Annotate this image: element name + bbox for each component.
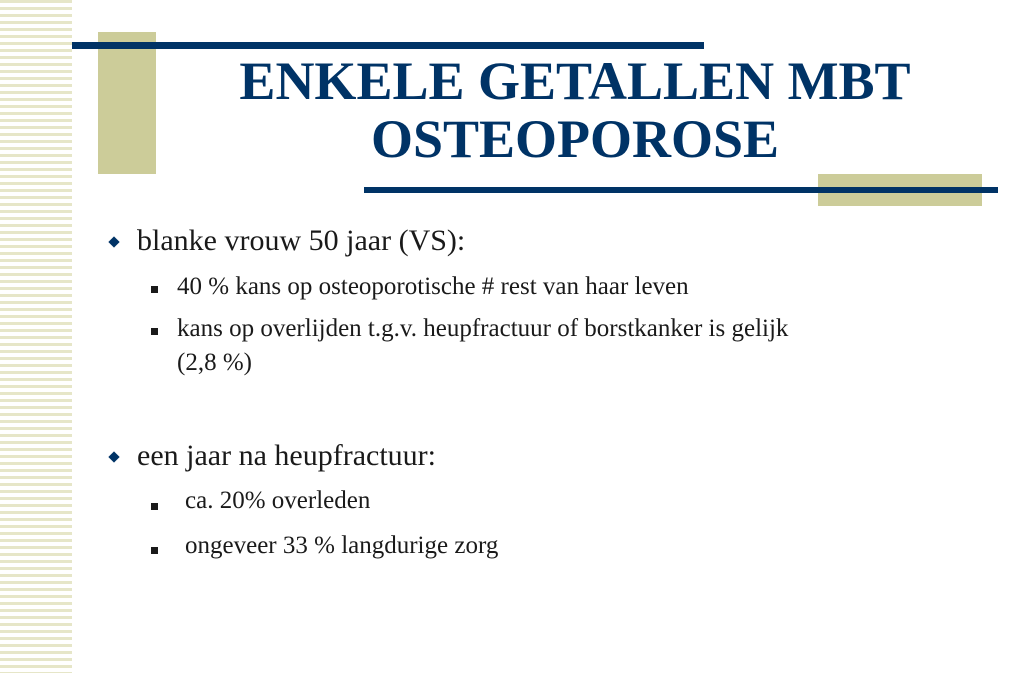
square-bullet-icon — [151, 328, 158, 335]
bullet-item-1: blanke vrouw 50 jaar (VS): — [137, 224, 466, 257]
slide-title-line-1: ENKELE GETALLEN MBT — [239, 51, 911, 111]
sub-item-2-1: ca. 20% overleden — [185, 487, 371, 514]
square-bullet-icon — [151, 547, 158, 554]
diamond-bullet-icon — [108, 451, 119, 462]
square-bullet-icon — [151, 286, 158, 293]
slide-title-line-2: OSTEOPOROSE — [370, 109, 780, 169]
diamond-bullet-icon — [108, 236, 119, 247]
sub-item-1-2-continuation: (2,8 %) — [177, 349, 252, 376]
sub-item-1-2: kans op overlijden t.g.v. heupfractuur of borstkanker is gelijk — [177, 315, 789, 342]
bullet-item-2: een jaar na heupfractuur: — [137, 439, 436, 472]
sub-item-1-1: 40 % kans op osteoporotische # rest van haar leven — [177, 273, 689, 300]
square-bullet-icon — [151, 503, 158, 510]
sub-item-2-2: ongeveer 33 % langdurige zorg — [185, 532, 499, 559]
